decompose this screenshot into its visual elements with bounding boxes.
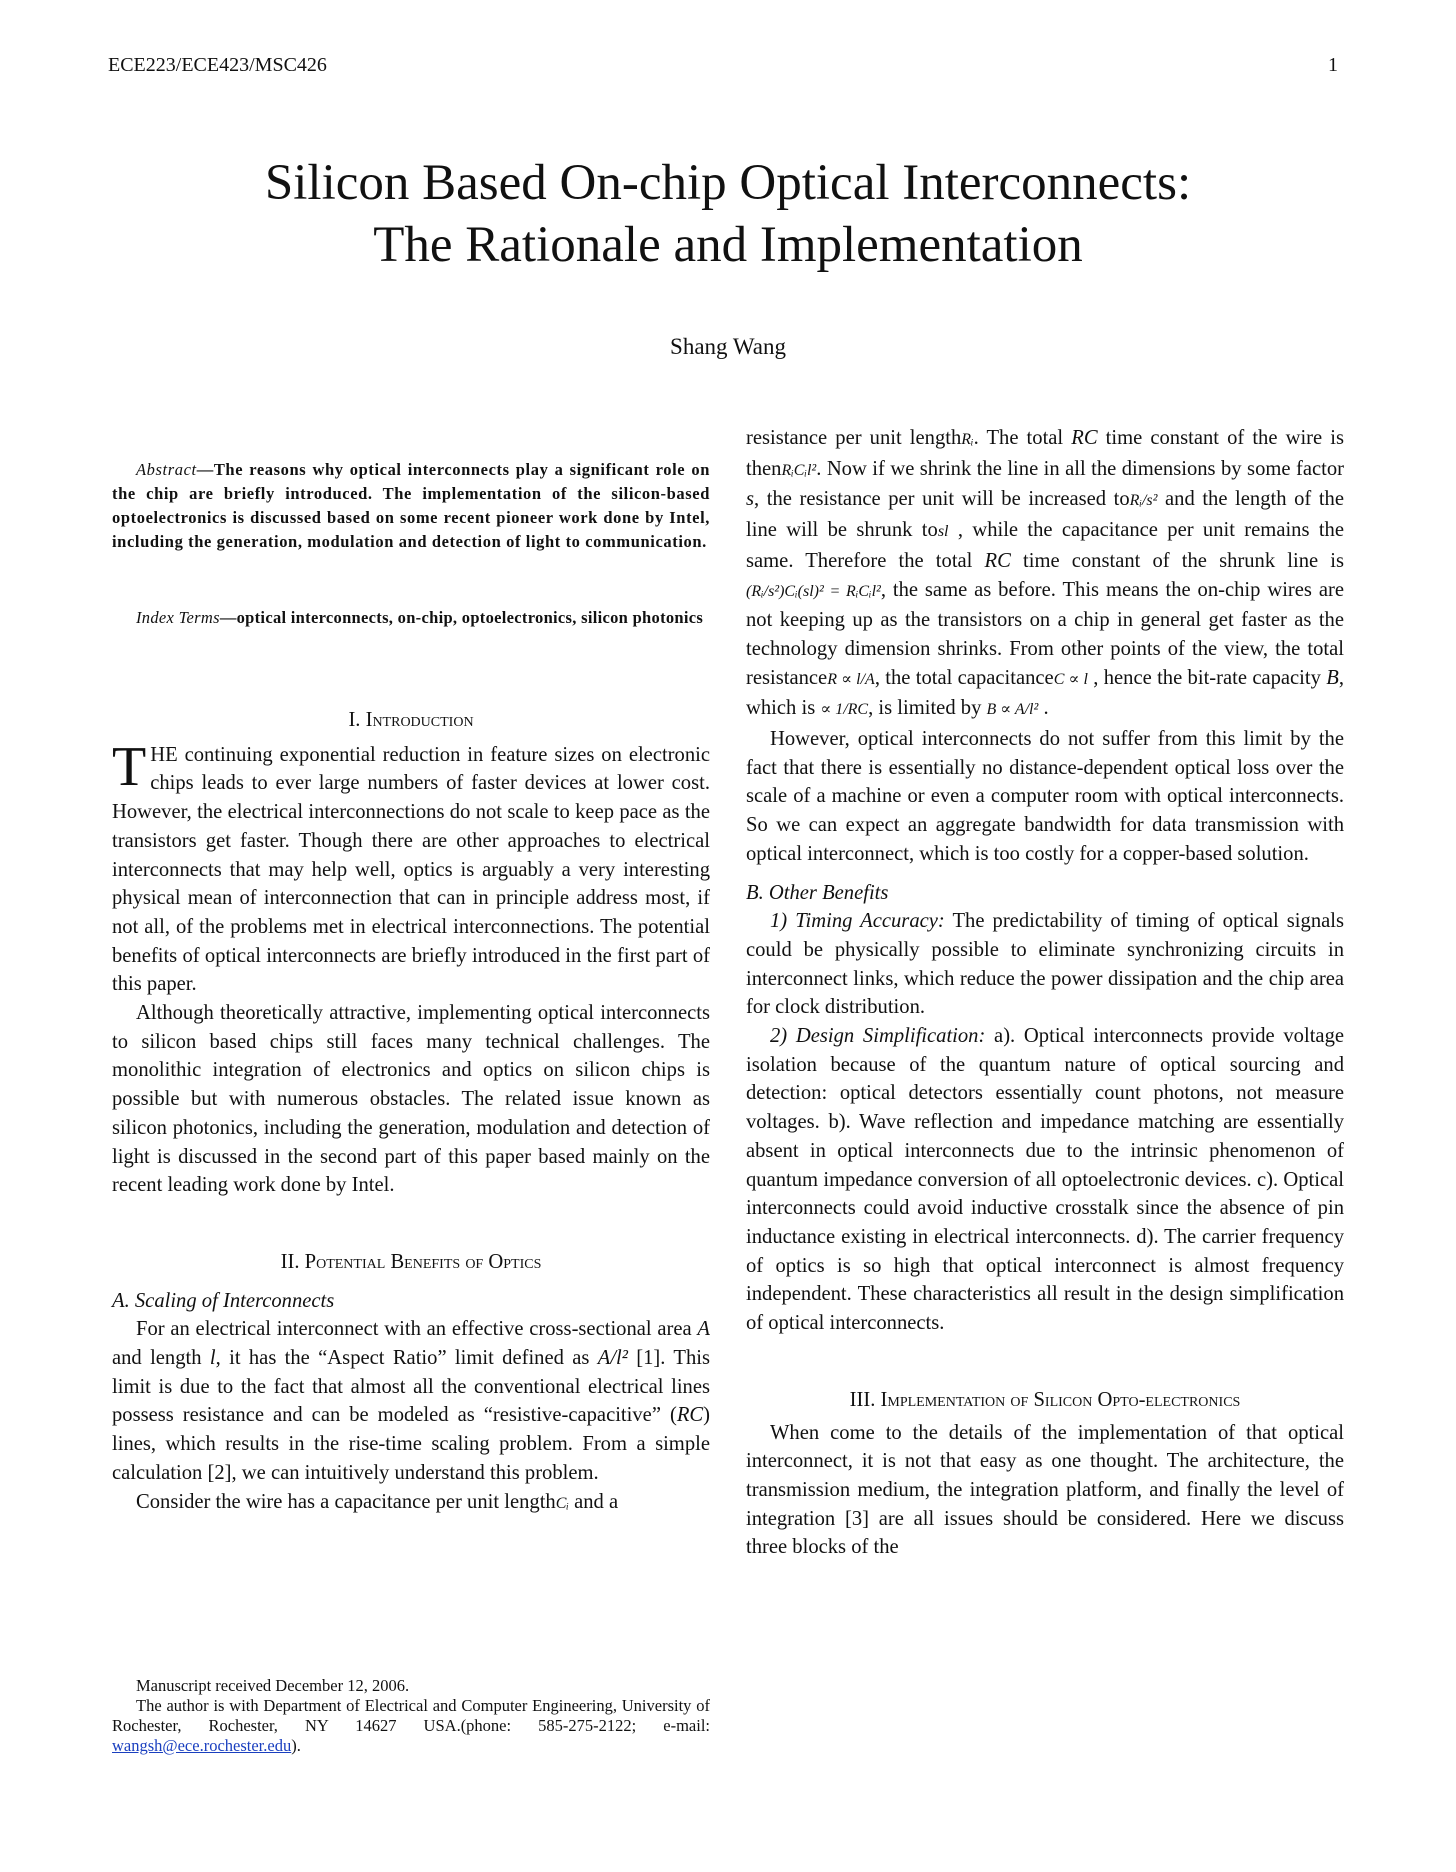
subsection-a-heading: A. Scaling of Interconnects	[112, 1289, 335, 1312]
section-3-heading: III. Implementation of Silicon Opto-electronics	[849, 1388, 1241, 1411]
index-terms-text: —optical interconnects, on-chip, optoelectronics, silicon photonics	[219, 608, 704, 627]
title-line-2: The Rationale and Implementation	[373, 217, 1083, 273]
footnote-received: Manuscript received December 12, 2006.	[136, 1676, 410, 1695]
title-line-1: Silicon Based On-chip Optical Interconnects:	[264, 155, 1192, 211]
author: Shang Wang	[670, 334, 786, 359]
scaling-paragraph-1: For an electrical interconnect with an effective cross-sectional area A and length l, it has the “Aspect Ratio” limit defined as A/l² [1]. This limit is due to the fact that almost all the conventional electrical lines possess resistance and can be modeled as “resistive-capacitive” (RC) lines, which results in the rise-time scaling problem. From a simple calculation [2], we can intuitively understand this problem.	[112, 1318, 711, 1484]
page-number: 1	[1328, 54, 1338, 76]
scaling-paragraph-2: Consider the wire has a capacitance per unit lengthCᵢ and a	[136, 1490, 619, 1513]
abstract-text: —The reasons why optical interconnects play a significant role on the chip are briefly introduced. The implementation of the silicon-based optoelectronics is discussed based on some recent pioneer work done by Intel, including the generation, modulation and detection of light to communication.	[112, 460, 710, 551]
drop-cap: T	[112, 735, 147, 798]
section-1-heading: I. Introduction	[348, 709, 474, 731]
paper-title	[0, 152, 1456, 276]
running-header: ECE223/ECE423/MSC426	[108, 54, 327, 76]
left-column	[112, 706, 710, 1518]
index-terms	[112, 606, 710, 630]
implementation-paragraph: When come to the details of the implementation of that optical interconnect, it is not that easy as one thought. The architecture, the transmission medium, the integration platform, and finally the level of integration [3] are all issues should be considered. Here we discuss three blocks of the	[746, 1421, 1344, 1559]
intro-paragraph-1: THE continuing exponential reduction in feature sizes on electronic chips leads to ever large numbers of faster devices at lower cost. However, the electrical interconnections do not scale to keep pace as the transistors get faster. Though there are other approaches to electrical interconnects that may help well, optics is arguably a very interesting physical mean of interconnection that can in principle address most, if not all, of the problems met in electrical interconnections. The potential benefits of optical interconnects are briefly introduced in the first part of this paper.	[112, 735, 710, 996]
optical-limit-paragraph: However, optical interconnects do not suffer from this limit by the fact that there is essentially no distance-dependent optical loss over the scale of a machine or even a computer room with optical interconnects. So we can expect an aggregate bandwidth for data transmission with optical interconnect, which is too costly for a copper-based solution.	[746, 728, 1344, 865]
timing-accuracy-paragraph: 1) Timing Accuracy: The predictability of timing of optical signals could be physically possible to eliminate synchronizing circuits in interconnect links, which reduce the power dissipation and the chip area for clock distribution.	[746, 910, 1344, 1019]
abstract-lead: Abstract	[136, 460, 197, 479]
design-simplification-paragraph: 2) Design Simplification: a). Optical interconnects provide voltage isolation because of the quantum nature of optical sourcing and detection: optical detectors essentially count photons, not measure voltages. b). Wave reflection and impedance matching are essentially absent in optical interconnects due to the intrinsic phenomenon of quantum impedance conversion of all optoelectronic devices. c). Optical interconnects could avoid inductive crosstalk since the absence of pin inductance existing in electrical interconnects. d). The carrier frequency of optics is so high that optical interconnect is almost frequency independent. These characteristics all result in the design simplification of optical interconnects.	[746, 1025, 1345, 1335]
rc-paragraph: resistance per unit lengthRᵢ. The total RC time constant of the wire is thenRᵢCᵢl². Now if we shrink the line in all the dimensions by some factor s, the resistance per unit will be increased toRᵢ/s² and the length of the line will be shrunk tosl , while the capacitance per unit remains the same. Therefore the total RC time constant of the shrunk line is (Rᵢ/s²)Cᵢ(sl)² = RᵢCᵢl², the same as before. This means the on-chip wires are not keeping up as the transistors on a chip in general get faster as the technology dimension shrinks. From other points of the view, the total resistanceR ∝ l/A, the total capacitanceC ∝ l , hence the bit-rate capacity B, which is ∝ 1/RC, is limited by B ∝ A/l² .	[746, 427, 1344, 720]
right-column	[746, 424, 1344, 1562]
index-terms-lead: Index Terms	[136, 608, 220, 627]
footnote	[112, 1676, 710, 1756]
intro-paragraph-2: Although theoretically attractive, implementing optical interconnects to silicon based chips still faces many technical challenges. The monolithic integration of electronics and optics on silicon chips is possible but with numerous obstacles. The related issue known as silicon photonics, including the generation, modulation and detection of light is discussed in the second part of this paper based mainly on the recent leading work done by Intel.	[112, 1002, 710, 1197]
subsection-b-heading: B. Other Benefits	[746, 881, 889, 904]
footnote-affiliation: The author is with Department of Electrical and Computer Engineering, University of Rochester, Rochester, NY 14627 USA.(phone: 585-275-2122; e-mail: wangsh@ece.rochester.edu).	[112, 1696, 710, 1755]
author-email-link[interactable]: wangsh@ece.rochester.edu	[112, 1736, 292, 1755]
abstract	[112, 458, 710, 554]
section-2-heading: II. Potential Benefits of Optics	[280, 1250, 542, 1273]
